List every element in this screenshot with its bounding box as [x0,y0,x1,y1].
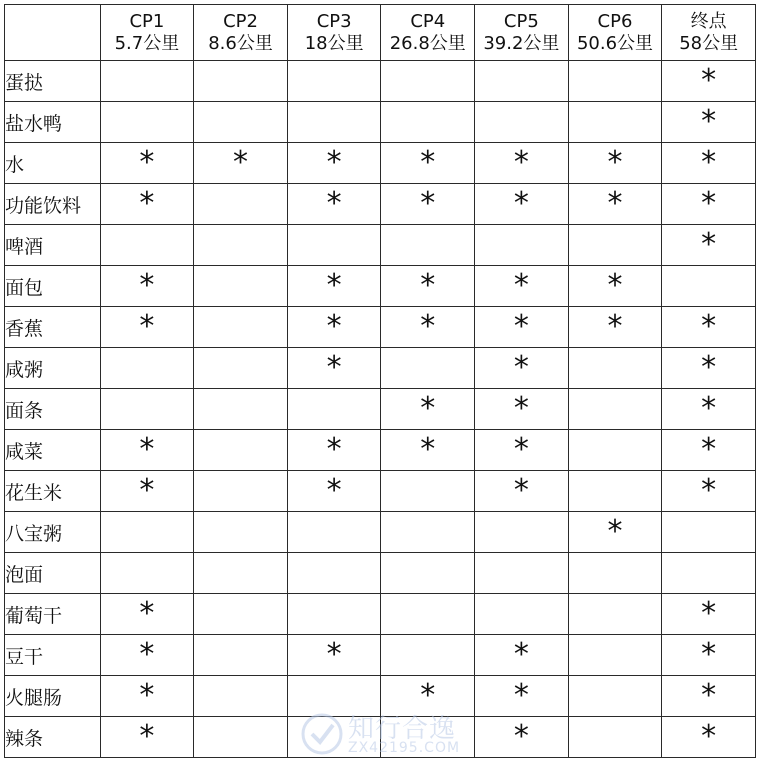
table-cell [475,553,569,594]
row-label: 水 [5,143,101,184]
table-cell [662,553,756,594]
checkpoint-distance: 8.6公里 [208,32,273,54]
table-cell: * [475,348,569,389]
table-row [5,389,756,430]
row-label: 咸粥 [5,348,101,389]
table-cell [194,61,288,102]
watermark-text: 知行合逸 [348,714,457,744]
header-row [5,5,756,61]
table-cell [287,61,381,102]
checkpoint-distance: 58公里 [679,32,739,54]
table-cell [381,717,475,758]
table-cell [194,717,288,758]
table-cell [287,594,381,635]
checkpoint-name: CP3 [316,10,352,32]
table-cell: * [100,430,194,471]
table-cell: * [662,225,756,266]
table-cell [568,61,662,102]
table-cell [475,594,569,635]
table-cell [381,471,475,512]
supply-table [4,4,756,758]
table-row [5,717,756,758]
column-header [194,5,288,61]
checkpoint-name: CP2 [223,10,258,32]
table-cell [100,61,194,102]
row-label: 盐水鸭 [5,102,101,143]
row-label: 泡面 [5,553,101,594]
row-label: 面条 [5,389,101,430]
row-label: 咸菜 [5,430,101,471]
table-cell [100,512,194,553]
table-cell: * [662,389,756,430]
table-cell: * [662,594,756,635]
table-cell: * [662,307,756,348]
table-cell: * [287,143,381,184]
checkpoint-name: CP5 [503,10,539,32]
table-row [5,676,756,717]
table-cell [568,348,662,389]
table-row [5,635,756,676]
table-cell: * [381,389,475,430]
table-cell: * [287,471,381,512]
checkpoint-distance: 5.7公里 [114,32,180,54]
table-row [5,594,756,635]
table-cell: * [287,307,381,348]
table-cell [568,594,662,635]
table-cell: * [475,307,569,348]
table-cell [568,102,662,143]
table-cell [194,471,288,512]
table-cell: * [381,430,475,471]
table-cell [194,348,288,389]
table-cell [194,225,288,266]
table-cell: * [662,430,756,471]
column-header [662,5,756,61]
table-cell [194,389,288,430]
table-cell [475,512,569,553]
table-cell: * [100,717,194,758]
checkpoint-distance: 18公里 [304,32,364,54]
table-cell: * [100,143,194,184]
table-row [5,512,756,553]
table-cell: * [568,184,662,225]
table-cell: * [100,676,194,717]
checkpoint-distance: 50.6公里 [576,32,654,54]
row-label: 啤酒 [5,225,101,266]
table-row [5,225,756,266]
table-cell [568,635,662,676]
row-label: 香蕉 [5,307,101,348]
table-cell [662,266,756,307]
table-cell: * [100,266,194,307]
checkpoint-distance: 26.8公里 [389,32,466,54]
row-label: 花生米 [5,471,101,512]
table-row [5,430,756,471]
table-cell [287,512,381,553]
table-cell [381,61,475,102]
table-cell: * [287,184,381,225]
table-cell: * [568,266,662,307]
table-cell [287,389,381,430]
table-cell [287,676,381,717]
row-label: 火腿肠 [5,676,101,717]
table-cell [100,389,194,430]
table-row [5,348,756,389]
table-cell: * [381,266,475,307]
table-cell [381,594,475,635]
column-header [568,5,662,61]
table-cell [381,225,475,266]
table-cell: * [662,184,756,225]
table-row [5,61,756,102]
table-cell [100,348,194,389]
table-cell [568,430,662,471]
table-cell: * [381,184,475,225]
table-cell [568,717,662,758]
table-cell [287,553,381,594]
table-row [5,143,756,184]
table-cell [194,512,288,553]
table-cell: * [662,717,756,758]
table-cell: * [287,266,381,307]
table-cell: * [475,471,569,512]
row-label: 蛋挞 [5,61,101,102]
table-cell [381,553,475,594]
table-row [5,266,756,307]
table-cell: * [568,512,662,553]
table-cell [568,676,662,717]
row-label: 豆干 [5,635,101,676]
column-header [287,5,381,61]
checkpoint-name: CP6 [597,10,633,32]
table-cell: * [662,61,756,102]
checkpoint-name: 终点 [690,10,727,32]
table-cell: * [475,430,569,471]
row-label: 葡萄干 [5,594,101,635]
table-cell [100,553,194,594]
table-body [5,61,756,758]
watermark-url: ZX42195.COM [348,740,461,756]
table-row [5,184,756,225]
table-cell [194,553,288,594]
table-cell: * [100,184,194,225]
table-cell [568,471,662,512]
checkpoint-name: CP4 [410,10,446,32]
table-cell: * [475,143,569,184]
table-cell [475,225,569,266]
table-cell: * [475,676,569,717]
table-cell: * [287,430,381,471]
table-cell: * [475,266,569,307]
table-cell [662,512,756,553]
table-cell [381,102,475,143]
table-row [5,553,756,594]
column-header [100,5,194,61]
table-cell [194,676,288,717]
table-row [5,102,756,143]
table-cell [194,307,288,348]
table-row [5,471,756,512]
row-label: 辣条 [5,717,101,758]
table-cell [287,225,381,266]
table-cell: * [194,143,288,184]
table-cell: * [475,389,569,430]
table-cell [194,266,288,307]
table-cell [475,61,569,102]
row-label: 八宝粥 [5,512,101,553]
table-cell [194,102,288,143]
table-cell [194,594,288,635]
table-cell [568,389,662,430]
table-header [5,5,756,61]
table-cell: * [287,348,381,389]
column-header [475,5,569,61]
table-cell: * [568,307,662,348]
checkpoint-distance: 39.2公里 [483,32,560,54]
table-cell [100,102,194,143]
table-cell [568,225,662,266]
column-header [381,5,475,61]
table-cell: * [662,471,756,512]
table-cell: * [662,143,756,184]
table-cell: * [475,717,569,758]
checkpoint-name: CP1 [129,10,165,32]
table-cell: * [381,676,475,717]
table-cell: * [381,307,475,348]
table-cell: * [100,635,194,676]
corner-cell [5,5,101,61]
table-cell: * [100,594,194,635]
table-cell [194,635,288,676]
table-cell: * [100,471,194,512]
table-cell: * [662,348,756,389]
table-cell [194,184,288,225]
table-cell [381,512,475,553]
table-cell [287,717,381,758]
row-label: 功能饮料 [5,184,101,225]
table-cell [194,430,288,471]
table-cell: * [662,635,756,676]
table-cell: * [475,184,569,225]
table-cell: * [662,102,756,143]
table-cell [381,635,475,676]
table-cell: * [100,307,194,348]
table-cell [287,102,381,143]
table-cell [475,102,569,143]
table-cell: * [475,635,569,676]
table-cell [568,553,662,594]
table-cell: * [381,143,475,184]
table-cell: * [568,143,662,184]
table-cell [381,348,475,389]
table-cell: * [662,676,756,717]
table-cell [100,225,194,266]
table-row [5,307,756,348]
table-cell: * [287,635,381,676]
row-label: 面包 [5,266,101,307]
